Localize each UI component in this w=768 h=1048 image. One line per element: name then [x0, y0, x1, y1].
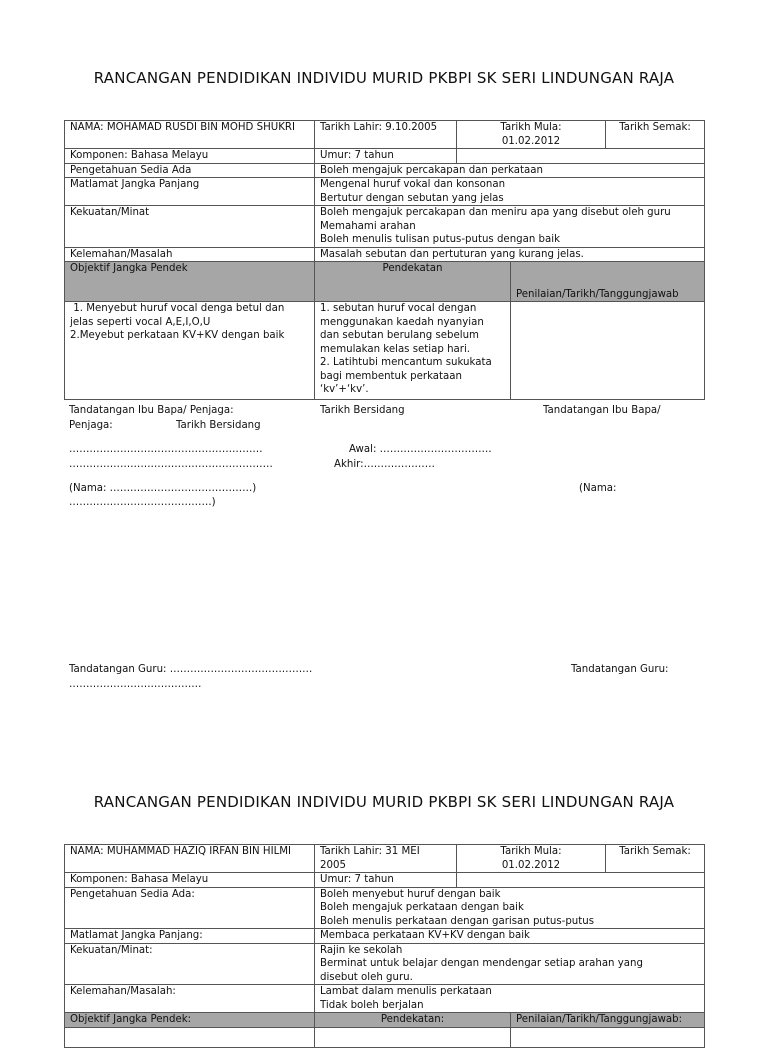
kekuatan-label: Kekuatan/Minat	[65, 206, 315, 248]
kekuatan-value	[315, 206, 705, 248]
kekuatan-value	[315, 943, 705, 985]
awal-field: Awal: ……………………………	[349, 444, 492, 455]
pendekatan-line: menggunakan kaedah nyanyian	[320, 316, 484, 328]
nama-cell: NAMA: MOHAMAD RUSDI BIN MOHD SHUKRI	[65, 121, 315, 149]
objektif-content	[65, 1027, 315, 1047]
pendekatan-content	[315, 302, 511, 400]
guru-signature-2-line: …………………………………	[69, 679, 202, 690]
tarikh-lahir-cell	[315, 845, 457, 873]
kelemahan-line: Lambat dalam menulis perkataan	[320, 986, 492, 997]
objektif-line: jelas seperti vocal A,E,I,O,U	[70, 316, 211, 328]
objektif-header: Objektif Jangka Pendek	[65, 262, 315, 302]
guru-signature-1: Tandatangan Guru: ……………………………………	[69, 664, 313, 675]
penilaian-content	[511, 1027, 705, 1047]
tarikh-semak-label: Tarikh Semak:	[619, 122, 691, 133]
kekuatan-line: Berminat untuk belajar dengan mendengar setiap arahan yang	[320, 958, 643, 969]
guru-signature-2: Tandatangan Guru:	[571, 664, 669, 675]
tarikh-mula-value: 01.02.2012	[501, 135, 561, 147]
tarikh-mula-label: Tarikh Mula:	[500, 846, 562, 857]
matlamat-label: Matlamat Jangka Panjang	[65, 178, 315, 206]
kekuatan-label: Kekuatan/Minat:	[65, 943, 315, 985]
tarikh-mula-semak-cell	[457, 121, 705, 149]
pengetahuan-label: Pengetahuan Sedia Ada:	[65, 887, 315, 929]
objektif-line: 1. Menyebut huruf vocal denga betul dan	[70, 303, 285, 314]
nama-field-1: (Nama: ……………………………………)	[69, 483, 257, 494]
tarikh-mula	[457, 845, 606, 872]
matlamat-label: Matlamat Jangka Panjang:	[65, 929, 315, 944]
pengetahuan-label: Pengetahuan Sedia Ada	[65, 163, 315, 178]
kekuatan-line: Boleh menulis tulisan putus-putus dengan baik	[320, 234, 560, 245]
empty-cell	[457, 873, 705, 888]
tarikh-lahir-line: 2005	[320, 859, 346, 871]
komponen-cell: Komponen: Bahasa Melayu	[65, 149, 315, 164]
penilaian-content	[511, 302, 705, 400]
pendekatan-content	[315, 1027, 511, 1047]
penilaian-header: Penilaian/Tarikh/Tanggungjawab:	[511, 1013, 705, 1028]
umur-cell: Umur: 7 tahun	[315, 873, 457, 888]
pendekatan-line: dan sebutan berulang sebelum	[320, 330, 479, 341]
pengetahuan-value	[315, 887, 705, 929]
empty-cell	[457, 149, 705, 164]
pengetahuan-line: Boleh menulis perkataan dengan garisan putus-putus	[320, 915, 594, 927]
signature-line-1: …………………………………………………	[69, 444, 263, 455]
kekuatan-line: Rajin ke sekolah	[320, 944, 403, 956]
tarikh-mula-label: Tarikh Mula:	[500, 122, 562, 133]
kekuatan-line: Memahami arahan	[320, 220, 416, 232]
pendekatan-line: bagi membentuk perkataan	[320, 370, 462, 382]
pendekatan-line: ‘kv’+‘kv’.	[320, 384, 369, 395]
ibubapa-signature-label-1: Tandatangan Ibu Bapa/ Penjaga:	[69, 405, 234, 416]
kelemahan-value: Masalah sebutan dan pertuturan yang kurang jelas.	[315, 247, 705, 262]
pendekatan-header: Pendekatan:	[315, 1013, 511, 1028]
tarikh-lahir-cell: Tarikh Lahir: 9.10.2005	[315, 121, 457, 149]
tarikh-bersidang-label-1: Tarikh Bersidang	[320, 405, 405, 416]
form2-title: RANCANGAN PENDIDIKAN INDIVIDU MURID PKBPI SK SERI LINDUNGAN RAJA	[93, 793, 675, 811]
pendekatan-line: memulakan kelas setiap hari.	[320, 343, 471, 355]
matlamat-value	[315, 178, 705, 206]
form1-title: RANCANGAN PENDIDIKAN INDIVIDU MURID PKBPI SK SERI LINDUNGAN RAJA	[93, 69, 675, 87]
signature-line-2: ……………………………………………………	[69, 459, 273, 470]
tarikh-mula-semak-cell	[457, 845, 705, 873]
umur-cell: Umur: 7 tahun	[315, 149, 457, 164]
objektif-line: 2.Meyebut perkataan KV+KV dengan baik	[70, 330, 285, 341]
tarikh-mula-value: 01.02.2012	[501, 859, 561, 871]
pengetahuan-value: Boleh mengajuk percakapan dan perkataan	[315, 163, 705, 178]
tarikh-semak-label: Tarikh Semak:	[619, 846, 691, 857]
form2-table	[64, 844, 705, 1048]
nama-cell: NAMA: MUHAMMAD HAZIQ IRFAN BIN HILMI	[65, 845, 315, 873]
penjaga-label-2: Penjaga:	[69, 420, 113, 431]
tarikh-mula	[457, 121, 606, 148]
nama-field-2: (Nama:	[579, 483, 617, 494]
kekuatan-line: disebut oleh guru.	[320, 971, 413, 983]
matlamat-line: Mengenal huruf vokal dan konsonan	[320, 179, 506, 190]
matlamat-value: Membaca perkataan KV+KV dengan baik	[315, 929, 705, 944]
kelemahan-value	[315, 985, 705, 1013]
nama-field-2-line: ……………………………………)	[69, 497, 216, 508]
objektif-content	[65, 302, 315, 400]
matlamat-line: Bertutur dengan sebutan yang jelas	[320, 192, 504, 204]
pengetahuan-line: Boleh menyebut huruf dengan baik	[320, 888, 501, 900]
objektif-header: Objektif Jangka Pendek:	[65, 1013, 315, 1028]
pengetahuan-line: Boleh mengajuk perkataan dengan baik	[320, 902, 524, 913]
pendekatan-line: 1. sebutan huruf vocal dengan	[320, 303, 477, 314]
pendekatan-header: Pendekatan	[315, 262, 511, 302]
tarikh-bersidang-label-2: Tarikh Bersidang	[176, 420, 261, 431]
form1-table	[64, 120, 705, 400]
penilaian-header: Penilaian/Tarikh/Tanggungjawab	[511, 262, 705, 302]
kelemahan-label: Kelemahan/Masalah	[65, 247, 315, 262]
kelemahan-line: Tidak boleh berjalan	[320, 999, 424, 1011]
tarikh-lahir-line: Tarikh Lahir: 31 MEI	[320, 846, 420, 857]
pendekatan-line: 2. Latihtubi mencantum sukukata	[320, 357, 492, 368]
akhir-field: Akhir:…………………	[334, 459, 435, 470]
kelemahan-label: Kelemahan/Masalah:	[65, 985, 315, 1013]
kekuatan-line: Boleh mengajuk percakapan dan meniru apa yang disebut oleh guru	[320, 207, 671, 218]
ibubapa-signature-label-2: Tandatangan Ibu Bapa/	[543, 405, 661, 416]
komponen-cell: Komponen: Bahasa Melayu	[65, 873, 315, 888]
